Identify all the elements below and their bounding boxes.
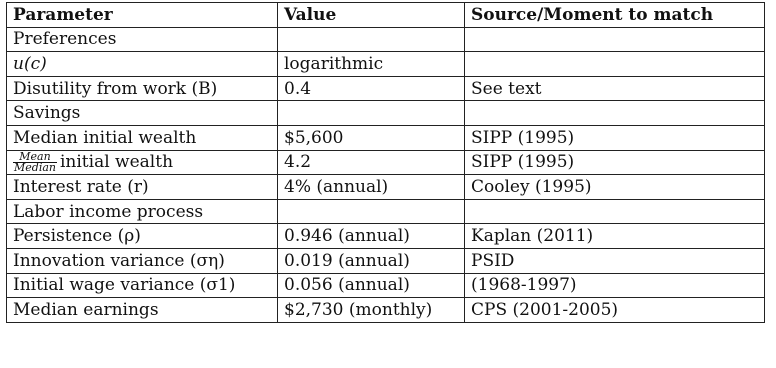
header-source: Source/Moment to match [465,3,765,28]
value-cell: 0.946 (annual) [278,224,465,249]
table-row [7,224,765,249]
param-cell: Median earnings [7,298,278,323]
value-cell: 0.4 [278,76,465,101]
empty-cell [278,199,465,224]
fraction-denominator: Median [14,161,56,175]
param-cell: Innovation variance (ση) [7,248,278,273]
table-row [7,52,765,77]
section-row-labor [7,199,765,224]
section-label-labor: Labor income process [7,199,278,224]
param-cell [7,52,278,77]
source-cell: SIPP (1995) [465,125,765,150]
param-cell: Interest rate (r) [7,175,278,200]
source-cell: See text [465,76,765,101]
param-cell [7,150,278,175]
param-label-mean-median: initial wealth [59,152,174,173]
value-cell: 4% (annual) [278,175,465,200]
source-cell: PSID [465,248,765,273]
fraction-numerator: Mean [13,152,57,163]
value-cell: 0.056 (annual) [278,273,465,298]
param-cell: Persistence (ρ) [7,224,278,249]
source-cell: Cooley (1995) [465,175,765,200]
header-value: Value [278,3,465,28]
table-row [7,150,765,175]
param-cell: Initial wage variance (σ1) [7,273,278,298]
value-cell: $2,730 (monthly) [278,298,465,323]
table-row [7,76,765,101]
source-cell: SIPP (1995) [465,150,765,175]
source-cell: (1968-1997) [465,273,765,298]
empty-cell [465,199,765,224]
value-cell: logarithmic [278,52,465,77]
parameter-table [6,2,765,323]
param-cell: Median initial wealth [7,125,278,150]
section-label-preferences: Preferences [7,27,278,52]
empty-cell [465,101,765,126]
source-cell: CPS (2001-2005) [465,298,765,323]
mean-median-fraction [13,152,57,173]
source-cell: Kaplan (2011) [465,224,765,249]
value-cell: $5,600 [278,125,465,150]
param-cell: Disutility from work (B) [7,76,278,101]
table-header-row [7,3,765,28]
table-row [7,273,765,298]
source-cell [465,52,765,77]
value-cell: 0.019 (annual) [278,248,465,273]
table-row [7,298,765,323]
value-cell: 4.2 [278,150,465,175]
table-row [7,248,765,273]
header-parameter: Parameter [7,3,278,28]
section-label-savings: Savings [7,101,278,126]
parameter-table-container [6,2,765,323]
empty-cell [465,27,765,52]
empty-cell [278,101,465,126]
table-row [7,125,765,150]
empty-cell [278,27,465,52]
table-row [7,175,765,200]
section-row-savings [7,101,765,126]
section-row-preferences [7,27,765,52]
param-label-utility: u(c) [13,53,47,74]
